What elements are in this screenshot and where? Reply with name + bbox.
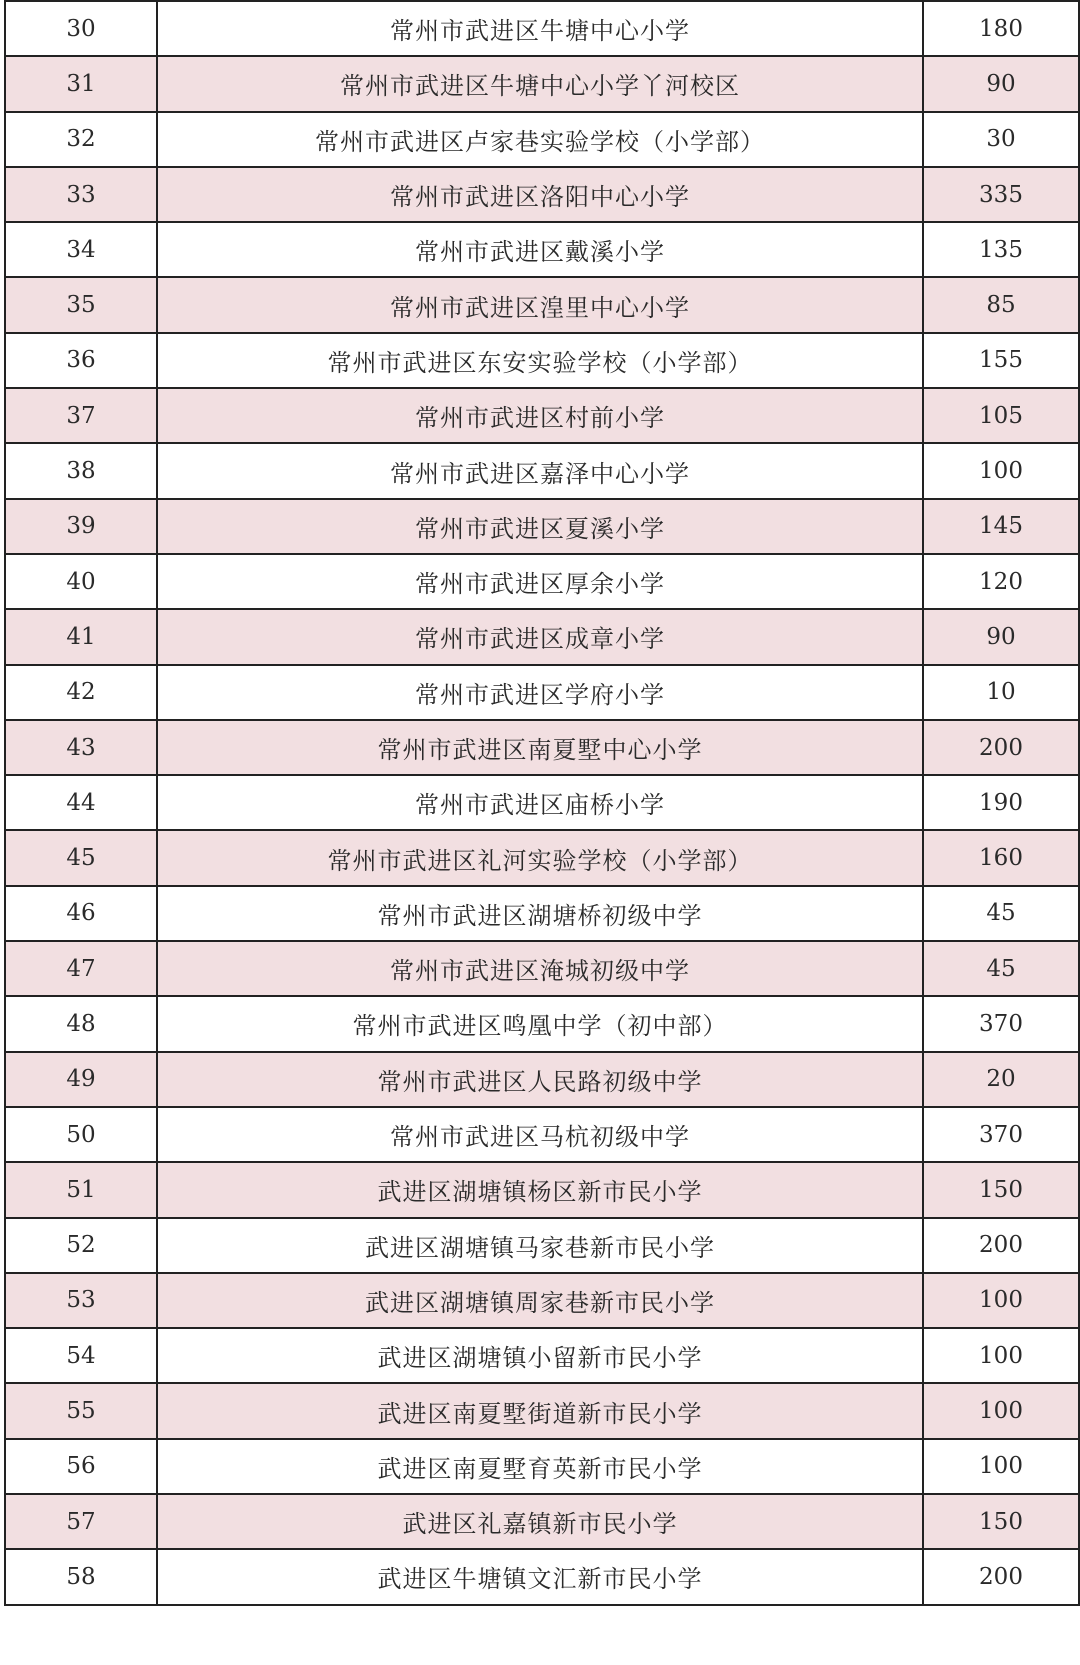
- table-row: [5, 554, 1079, 609]
- school-quota-table: [4, 0, 1080, 1606]
- quota-count-cell: 155: [923, 333, 1079, 388]
- quota-count-cell: 85: [923, 277, 1079, 332]
- school-name-cell: 武进区南夏墅街道新市民小学: [157, 1383, 923, 1438]
- quota-count-cell: 135: [923, 222, 1079, 277]
- row-number-cell: 47: [5, 941, 157, 996]
- quota-count-cell: 190: [923, 775, 1079, 830]
- table-body: [5, 1, 1079, 1605]
- table-row: [5, 830, 1079, 885]
- school-name-cell: 常州市武进区庙桥小学: [157, 775, 923, 830]
- row-number-cell: 43: [5, 720, 157, 775]
- row-number-cell: 52: [5, 1218, 157, 1273]
- school-name-cell: 常州市武进区马杭初级中学: [157, 1107, 923, 1162]
- table-row: [5, 443, 1079, 498]
- quota-count-cell: 20: [923, 1052, 1079, 1107]
- quota-count-cell: 45: [923, 886, 1079, 941]
- quota-count-cell: 105: [923, 388, 1079, 443]
- table-row: [5, 167, 1079, 222]
- table-row: [5, 665, 1079, 720]
- school-name-cell: 武进区礼嘉镇新市民小学: [157, 1494, 923, 1549]
- school-name-cell: 常州市武进区礼河实验学校（小学部）: [157, 830, 923, 885]
- table-row: [5, 1549, 1079, 1604]
- school-name-cell: 常州市武进区成章小学: [157, 609, 923, 664]
- row-number-cell: 40: [5, 554, 157, 609]
- table-row: [5, 720, 1079, 775]
- table-row: [5, 1383, 1079, 1438]
- school-name-cell: 常州市武进区湟里中心小学: [157, 277, 923, 332]
- school-name-cell: 常州市武进区鸣凰中学（初中部）: [157, 996, 923, 1051]
- quota-count-cell: 100: [923, 1383, 1079, 1438]
- quota-count-cell: 370: [923, 1107, 1079, 1162]
- table-row: [5, 222, 1079, 277]
- school-name-cell: 常州市武进区牛塘中心小学: [157, 1, 923, 56]
- row-number-cell: 44: [5, 775, 157, 830]
- school-name-cell: 武进区湖塘镇杨区新市民小学: [157, 1162, 923, 1217]
- school-name-cell: 常州市武进区厚余小学: [157, 554, 923, 609]
- row-number-cell: 53: [5, 1273, 157, 1328]
- school-quota-table-wrapper: [4, 0, 1078, 1606]
- table-row: [5, 775, 1079, 830]
- quota-count-cell: 100: [923, 443, 1079, 498]
- school-name-cell: 常州市武进区淹城初级中学: [157, 941, 923, 996]
- row-number-cell: 46: [5, 886, 157, 941]
- table-row: [5, 388, 1079, 443]
- row-number-cell: 51: [5, 1162, 157, 1217]
- row-number-cell: 33: [5, 167, 157, 222]
- row-number-cell: 58: [5, 1549, 157, 1604]
- quota-count-cell: 180: [923, 1, 1079, 56]
- row-number-cell: 48: [5, 996, 157, 1051]
- table-row: [5, 1273, 1079, 1328]
- row-number-cell: 37: [5, 388, 157, 443]
- row-number-cell: 57: [5, 1494, 157, 1549]
- row-number-cell: 45: [5, 830, 157, 885]
- school-name-cell: 常州市武进区学府小学: [157, 665, 923, 720]
- school-name-cell: 常州市武进区戴溪小学: [157, 222, 923, 277]
- school-name-cell: 常州市武进区人民路初级中学: [157, 1052, 923, 1107]
- quota-count-cell: 90: [923, 56, 1079, 111]
- school-name-cell: 武进区湖塘镇小留新市民小学: [157, 1328, 923, 1383]
- quota-count-cell: 100: [923, 1273, 1079, 1328]
- table-row: [5, 1052, 1079, 1107]
- table-row: [5, 1218, 1079, 1273]
- quota-count-cell: 100: [923, 1439, 1079, 1494]
- quota-count-cell: 200: [923, 1218, 1079, 1273]
- school-name-cell: 常州市武进区东安实验学校（小学部）: [157, 333, 923, 388]
- quota-count-cell: 200: [923, 720, 1079, 775]
- row-number-cell: 49: [5, 1052, 157, 1107]
- table-row: [5, 333, 1079, 388]
- quota-count-cell: 120: [923, 554, 1079, 609]
- school-name-cell: 武进区南夏墅育英新市民小学: [157, 1439, 923, 1494]
- quota-count-cell: 150: [923, 1162, 1079, 1217]
- table-row: [5, 277, 1079, 332]
- row-number-cell: 31: [5, 56, 157, 111]
- row-number-cell: 41: [5, 609, 157, 664]
- row-number-cell: 30: [5, 1, 157, 56]
- quota-count-cell: 10: [923, 665, 1079, 720]
- school-name-cell: 武进区湖塘镇马家巷新市民小学: [157, 1218, 923, 1273]
- school-name-cell: 常州市武进区嘉泽中心小学: [157, 443, 923, 498]
- table-row: [5, 886, 1079, 941]
- row-number-cell: 38: [5, 443, 157, 498]
- row-number-cell: 50: [5, 1107, 157, 1162]
- school-name-cell: 常州市武进区村前小学: [157, 388, 923, 443]
- school-name-cell: 武进区湖塘镇周家巷新市民小学: [157, 1273, 923, 1328]
- table-row: [5, 941, 1079, 996]
- school-name-cell: 常州市武进区湖塘桥初级中学: [157, 886, 923, 941]
- row-number-cell: 34: [5, 222, 157, 277]
- quota-count-cell: 90: [923, 609, 1079, 664]
- quota-count-cell: 45: [923, 941, 1079, 996]
- row-number-cell: 54: [5, 1328, 157, 1383]
- school-name-cell: 常州市武进区卢家巷实验学校（小学部）: [157, 112, 923, 167]
- table-row: [5, 1494, 1079, 1549]
- row-number-cell: 36: [5, 333, 157, 388]
- school-name-cell: 常州市武进区夏溪小学: [157, 499, 923, 554]
- table-row: [5, 1107, 1079, 1162]
- quota-count-cell: 30: [923, 112, 1079, 167]
- table-row: [5, 1439, 1079, 1494]
- quota-count-cell: 145: [923, 499, 1079, 554]
- school-name-cell: 常州市武进区南夏墅中心小学: [157, 720, 923, 775]
- row-number-cell: 55: [5, 1383, 157, 1438]
- table-row: [5, 112, 1079, 167]
- quota-count-cell: 160: [923, 830, 1079, 885]
- quota-count-cell: 200: [923, 1549, 1079, 1604]
- row-number-cell: 39: [5, 499, 157, 554]
- row-number-cell: 42: [5, 665, 157, 720]
- school-name-cell: 常州市武进区洛阳中心小学: [157, 167, 923, 222]
- school-name-cell: 常州市武进区牛塘中心小学丫河校区: [157, 56, 923, 111]
- quota-count-cell: 335: [923, 167, 1079, 222]
- row-number-cell: 35: [5, 277, 157, 332]
- quota-count-cell: 370: [923, 996, 1079, 1051]
- quota-count-cell: 150: [923, 1494, 1079, 1549]
- table-row: [5, 996, 1079, 1051]
- school-name-cell: 武进区牛塘镇文汇新市民小学: [157, 1549, 923, 1604]
- table-row: [5, 56, 1079, 111]
- row-number-cell: 56: [5, 1439, 157, 1494]
- quota-count-cell: 100: [923, 1328, 1079, 1383]
- table-row: [5, 1162, 1079, 1217]
- table-row: [5, 1328, 1079, 1383]
- table-row: [5, 1, 1079, 56]
- row-number-cell: 32: [5, 112, 157, 167]
- table-row: [5, 609, 1079, 664]
- table-row: [5, 499, 1079, 554]
